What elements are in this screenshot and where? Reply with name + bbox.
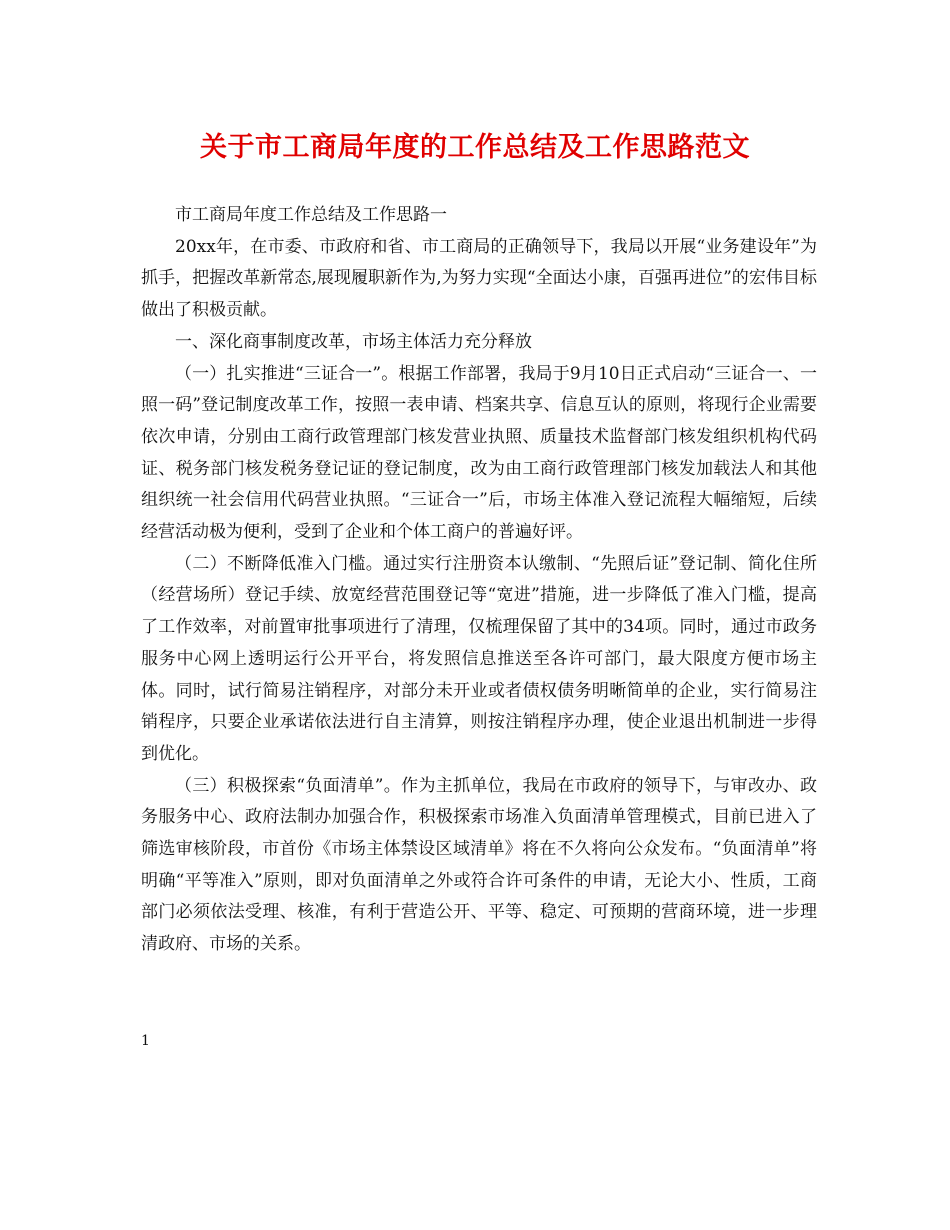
document-body	[141, 200, 817, 961]
section-heading: 一、深化商事制度改革，市场主体活力充分释放	[175, 331, 532, 352]
page-number: 1	[141, 1033, 150, 1049]
document-title: 关于市工商局年度的工作总结及工作思路范文	[200, 132, 750, 163]
body-paragraph: （一）扎实推进“三证合一”。根据工作部署，我局于9月10日正式启动“三证合一、一照一码”登记制度改革工作，按照一表申请、档案共享、信息互认的原则，将现行企业需要依次申请，分别由工商行政管理部门核发营业执照、质量技术监督部门核发组织机构代码证、税务部门核发税务登记证的登记制度，改为由工商行政管理部门核发加载法人和其他组织统一社会信用代码营业执照。“三证合一”后，市场主体准入登记流程大幅缩短，后续经营活动极为便利，受到了企业和个体工商户的普遍好评。	[141, 363, 817, 543]
body-paragraph: （三）积极探索“负面清单”。作为主抓单位，我局在市政府的领导下，与审改办、政务服务中心、政府法制办加强合作，积极探索市场准入负面清单管理模式，目前已进入了筛选审核阶段，市首份《市场主体禁设区域清单》将在不久将向公众发布。“负面清单”将明确“平等准入”原则，即对负面清单之外或符合许可条件的申请，无论大小、性质，工商部门必须依法受理、核准，有利于营造公开、平等、稳定、可预期的营商环境，进一步理清政府、市场的关系。	[141, 775, 817, 955]
body-paragraph: （二）不断降低准入门槛。通过实行注册资本认缴制、“先照后证”登记制、简化住所（经营场所）登记手续、放宽经营范围登记等“宽进”措施，进一步降低了准入门槛，提高了工作效率，对前置审批事项进行了清理，仅梳理保留了其中的34项。同时，通过市政务服务中心网上透明运行公开平台，将发照信息推送至各许可部门，最大限度方便市场主体。同时，试行简易注销程序，对部分未开业或者债权债务明晰简单的企业，实行简易注销程序，只要企业承诺依法进行自主清算，则按注销程序办理，使企业退出机制进一步得到优化。	[141, 553, 817, 764]
intro-paragraph: 20xx年，在市委、市政府和省、市工商局的正确领导下，我局以开展“业务建设年”为抓手，把握改革新常态,展现履职新作为,为努力实现“全面达小康，百强再进位”的宏伟目标做出了积极贡献。	[141, 236, 817, 321]
subtitle-paragraph: 市工商局年度工作总结及工作思路一	[175, 205, 447, 225]
